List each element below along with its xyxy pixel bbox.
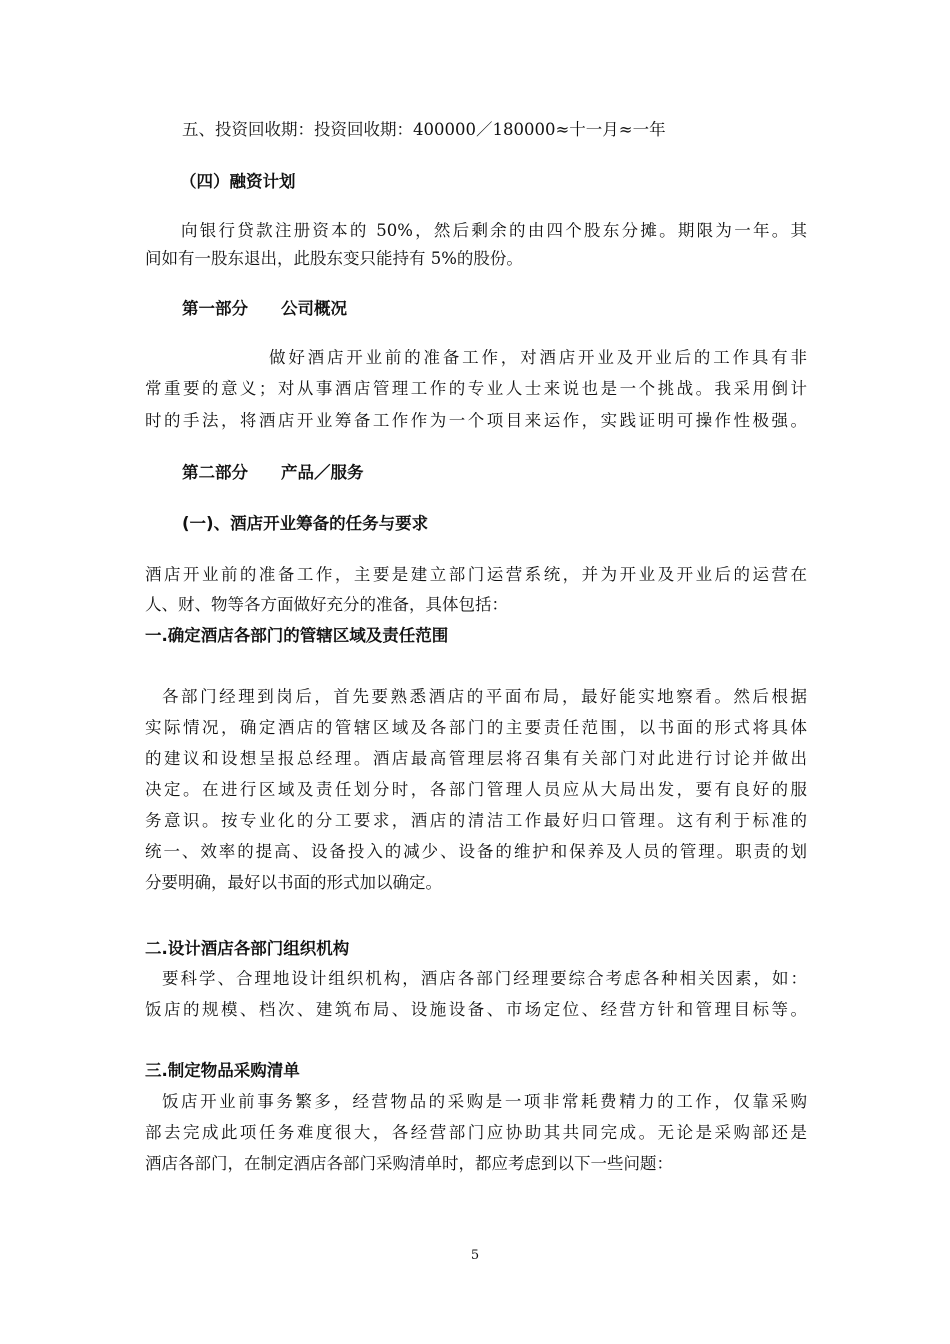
financing-para-line: 间如有一股东退出，此股东变只能持有 5%的股份。 [145, 249, 523, 268]
section-two-para-line: 饭店的规模、档次、建筑布局、设施设备、市场定位、经营方针和管理目标等。 [145, 1000, 807, 1019]
part1-para-line: 常重要的意义；对从事酒店管理工作的专业人士来说也是一个挑战。我采用倒计 [145, 379, 807, 398]
section-three-para-line: 部去完成此项任务难度很大，各经营部门应协助其共同完成。无论是采购部还是 [145, 1123, 807, 1142]
financing-para-line: 向银行贷款注册资本的 50%，然后剩余的由四个股东分摊。期限为一年。其 [181, 221, 807, 240]
part2-heading: 第二部分 产品／服务 [182, 463, 364, 482]
payback-line: 五、投资回收期：投资回收期：400000／180000≈十一月≈一年 [182, 120, 666, 139]
section-one-para-line: 的建议和设想呈报总经理。酒店最高管理层将召集有关部门对此进行讨论并做出 [145, 749, 807, 768]
part1-para-line: 做好酒店开业前的准备工作，对酒店开业及开业后的工作具有非 [269, 348, 807, 367]
financing-heading: （四）融资计划 [180, 172, 296, 191]
section-one-para-line: 务意识。按专业化的分工要求，酒店的清洁工作最好归口管理。这有利于标准的 [145, 811, 807, 830]
section-one-para-line: 各部门经理到岗后，首先要熟悉酒店的平面布局，最好能实地察看。然后根据 [162, 687, 807, 706]
section-one-para-line: 实际情况，确定酒店的管辖区域及各部门的主要责任范围，以书面的形式将具体 [145, 718, 807, 737]
section-one-para-line: 决定。在进行区域及责任划分时，各部门管理人员应从大局出发，要有良好的服 [145, 780, 807, 799]
page-number: 5 [470, 1248, 480, 1263]
section-one-heading: 一.确定酒店各部门的管辖区域及责任范围 [145, 626, 449, 645]
task-para-line: 人、财、物等各方面做好充分的准备，具体包括： [145, 595, 508, 614]
section-one-para-line: 统一、效率的提高、设备投入的减少、设备的维护和保养及人员的管理。职责的划 [145, 842, 807, 861]
section-two-para-line: 要科学、合理地设计组织机构，酒店各部门经理要综合考虑各种相关因素，如： [162, 969, 807, 988]
section-three-heading: 三.制定物品采购清单 [145, 1061, 300, 1080]
task-para-line: 酒店开业前的准备工作，主要是建立部门运营系统，并为开业及开业后的运营在 [145, 565, 807, 584]
section-one-para-line: 分要明确，最好以书面的形式加以确定。 [145, 873, 442, 892]
section-three-para-line: 饭店开业前事务繁多，经营物品的采购是一项非常耗费精力的工作，仅靠采购 [162, 1092, 807, 1111]
part1-para-line: 时的手法，将酒店开业筹备工作作为一个项目来运作，实践证明可操作性极强。 [145, 411, 807, 430]
section-three-para-line: 酒店各部门，在制定酒店各部门采购清单时，都应考虑到以下一些问题： [145, 1154, 673, 1173]
part1-heading: 第一部分 公司概况 [182, 299, 347, 318]
task-heading: (一)、酒店开业筹备的任务与要求 [182, 514, 429, 533]
section-two-heading: 二.设计酒店各部门组织机构 [145, 939, 350, 958]
